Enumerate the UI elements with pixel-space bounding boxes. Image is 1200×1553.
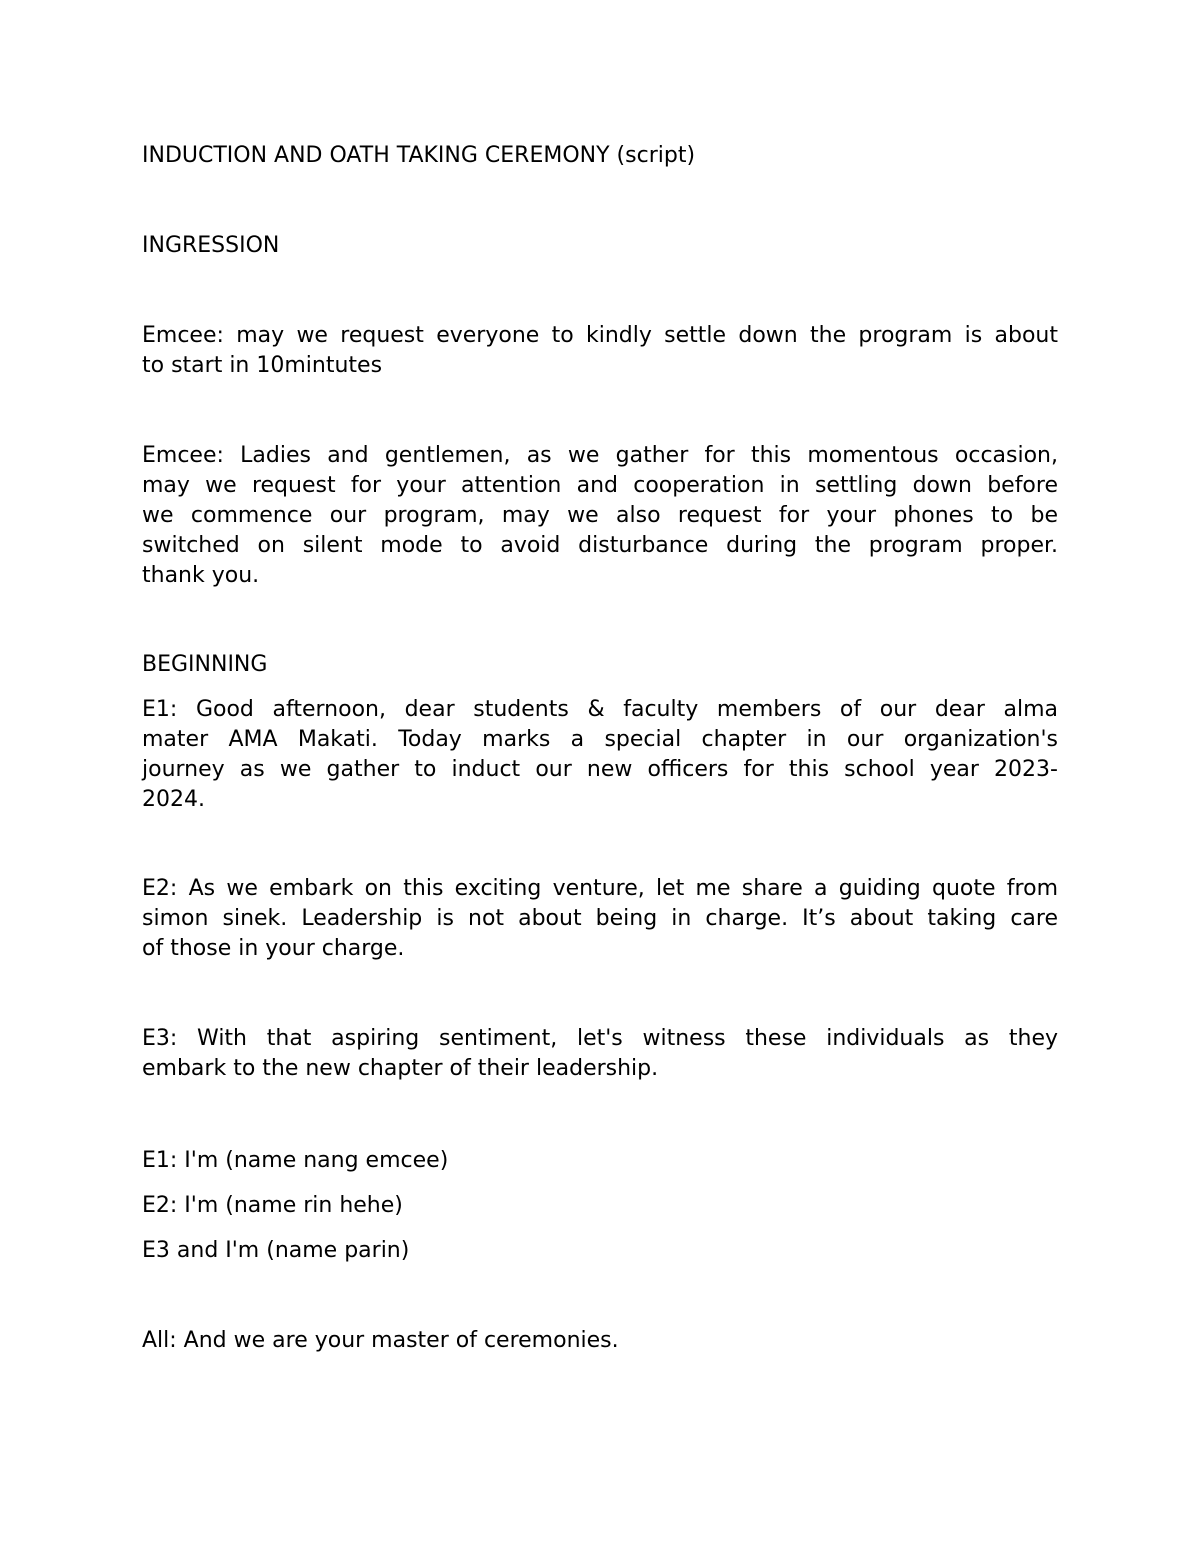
text-line: of those in your charge.: [142, 936, 405, 961]
ingression-paragraph-2: [142, 441, 1058, 591]
document-title: INDUCTION AND OATH TAKING CEREMONY (script): [142, 143, 696, 168]
text-line: may we request for your attention and cooperation in settling down before: [142, 473, 1058, 498]
text-line: Emcee: Ladies and gentlemen, as we gather for this momentous occasion,: [142, 443, 1058, 468]
text-line: embark to the new chapter of their leadership.: [142, 1056, 659, 1081]
text-line: we commence our program, may we also request for your phones to be: [142, 503, 1058, 528]
ingression-paragraph-1: [142, 321, 1058, 381]
text-line: E2: As we embark on this exciting venture, let me share a guiding quote from: [142, 876, 1058, 901]
text-line: switched on silent mode to avoid disturbance during the program proper.: [142, 533, 1058, 558]
text-line: E1: Good afternoon, dear students & faculty members of our dear alma: [142, 697, 1058, 722]
text-line: thank you.: [142, 563, 260, 588]
text-line: journey as we gather to induct our new officers for this school year 2023-: [142, 757, 1058, 782]
text-line: E3: With that aspiring sentiment, let's witness these individuals as they: [142, 1026, 1058, 1051]
text-line: mater AMA Makati. Today marks a special chapter in our organization's: [142, 727, 1058, 752]
emcee-intro-2: E2: I'm (name rin hehe): [142, 1193, 403, 1218]
beginning-paragraph-2: [142, 874, 1058, 964]
closing-line: All: And we are your master of ceremonies.: [142, 1328, 619, 1353]
beginning-paragraph-3: [142, 1024, 1058, 1084]
text-line: Emcee: may we request everyone to kindly settle down the program is about: [142, 323, 1058, 348]
text-line: 2024.: [142, 787, 205, 812]
emcee-intro-1: E1: I'm (name nang emcee): [142, 1148, 449, 1173]
beginning-paragraph-1: [142, 695, 1058, 815]
section-heading-ingression: INGRESSION: [142, 233, 280, 258]
section-heading-beginning: BEGINNING: [142, 652, 268, 677]
emcee-intro-3: E3 and I'm (name parin): [142, 1238, 410, 1263]
text-line: to start in 10mintutes: [142, 353, 383, 378]
text-line: simon sinek. Leadership is not about being in charge. It’s about taking care: [142, 906, 1058, 931]
